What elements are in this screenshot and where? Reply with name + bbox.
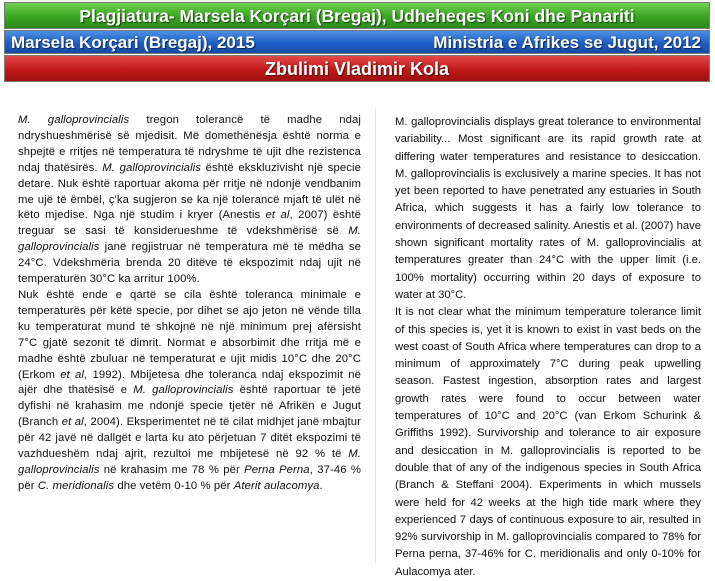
- albanian-text-column: [18, 113, 361, 495]
- english-paragraph-1: M. galloprovincialis displays great tolerance to environmental variability... Most significant are its rapid growth rate at differing water temperatures and resistance to desiccation. M. galloprovincialis is exclusively a marine species. It has not yet been reported to have penetrated any estuaries in South Africa, which suggests it has a fairly low tolerance to environments of decreased salinity. Anestis et al. (2007) have shown significant mortality rates of M. galloprovincialis at temperatures greater than 24°C with the upper limit (i.e. 100% mortality) occurring within 20 days of exposure to water at 30°C.: [395, 116, 701, 301]
- english-text-column: [395, 114, 701, 581]
- title-banner-blue: [4, 30, 710, 54]
- title-banner-red: [4, 55, 710, 82]
- column-divider: [375, 108, 376, 563]
- title-line-3: Zbulimi Vladimir Kola: [264, 59, 450, 79]
- title-line-2-right: Ministria e Afrikes se Jugut, 2012: [433, 33, 701, 52]
- title-line-1: Plagjiatura- Marsela Korçari (Bregaj), Udheheqes Koni dhe Panariti: [79, 6, 635, 26]
- albanian-paragraph-2: Nuk është ende e qartë se cila është toleranca minimale e temperaturës për këtë specie, por dihet se ajo jeton në vënde tilla ku temperaturat mund të shkojnë në një minimum prej afërsisht 7°C gjatë sezonit të dimrit. Normat e absorbimit dhe rritja më e madhe është zbuluar në temperaturat e ujit midis 10°C dhe 20°C (Erkom et al, 1992). Mbijetesa dhe toleranca ndaj ekspozimit në ajër dhe thatësisë e M. galloprovincialis është raportuar të jetë dyfishi në krahasim me ndonjë specie tjetër në Afrikën e Jugut (Branch et al, 2004). Eksperimentet në të cilat midhjet janë mbajtur për 42 javë në dallgët e larta ku ato përjetuan 7 ditët ekspozimi të vazhdueshëm ndaj ajrit, rezultoi me mbijetesë në 92 % të M. galloprovincialis në krahasim me 78 % për Perna Perna, 37-46 % për C. meridionalis dhe vetëm 0-10 % për Aterit aulacomya.: [18, 288, 362, 492]
- albanian-paragraph-1: M. galloprovincialis tregon tolerancë të madhe ndaj ndryshueshmërisë së mjedisit. Më domethënësja është norma e shpejtë e rritjes në temperatura të ndryshme të ujit dhe rezistenca ndaj thatësirës. M. galloprovincialis është ekskluzivisht një specie detare. Nuk është raportuar akoma për rritje në ndonjë vendbanim me ujë të ëmbël, ç'ka sugjeron se ka një tolerancë mjaft të ulët në këto mjedise. Nga një studim i kryer (Anestis et al, 2007) është treguar se sasi të konsiderueshme të vdekshmërisë së M. galloprovincialis janë regjistruar në temperatura më të mëdha se 24°C. Vdekshmëria brenda 20 ditëve të ekspozimit ndaj ujit në temperaturën 30°C ka arritur 100%.: [18, 114, 362, 286]
- title-line-2-left: Marsela Korçari (Bregaj), 2015: [11, 33, 255, 52]
- title-banner-green: [4, 2, 710, 29]
- english-paragraph-2: It is not clear what the minimum temperature tolerance limit of this species is, yet it is known to exist in vast beds on the west coast of South Africa where temperatures can drop to a minimum of approximately 7°C during peak upwelling season. Fastest ingestion, absorption rates and largest growth rates were found to occur between water temperatures of 10°C and 20°C (van Erkom Schurink & Griffiths 1992). Survivorship and tolerance to air exposure and desiccation in M. galloprovincialis is reported to be double that of any of the indigenous species in South Africa (Branch & Steffani 2004). Experiments in which mussels were held for 42 weeks at the high tide mark where they experienced 7 days of continuous exposure to air, resulted in 92% survivorship in M. galloprovincialis compared to 78% for Perna perna, 37-46% for C. meridionalis and only 0-10% for Aulacomya ater.: [395, 306, 701, 578]
